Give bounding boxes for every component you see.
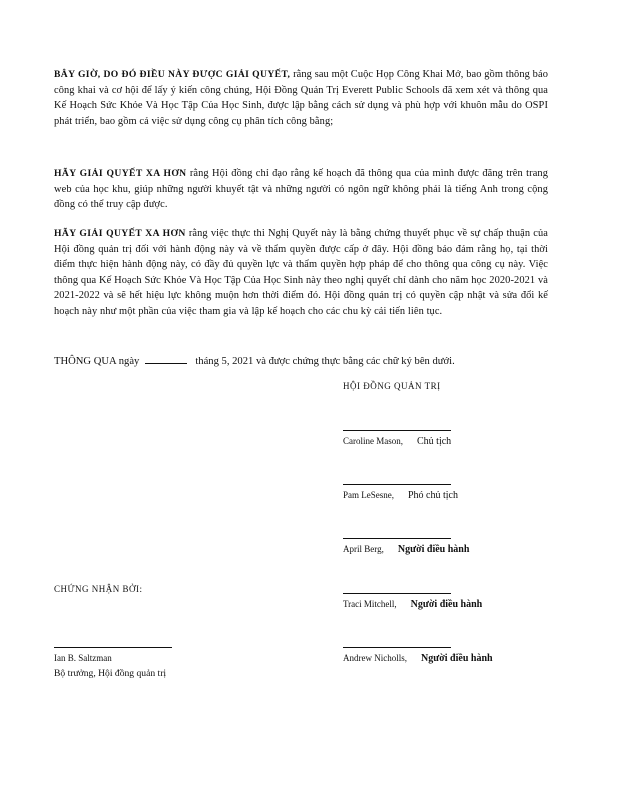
adoption-suffix: tháng 5, 2021 và được chứng thực bằng các chữ ký bên dưới. — [195, 356, 455, 367]
paragraph-lead: HÃY GIẢI QUYẾT XA HƠN — [54, 168, 187, 179]
signer-role: Chủ tịch — [417, 436, 452, 447]
paragraph-text: rằng sau một Cuộc Họp Công Khai Mở, bao gồm thông báo công khai và cơ hội để lấy ý kiến công chúng, Hội Đồng Quản Trị Everett Public Schools đã xem xét và thông qua Kế Hoạch Sức Khỏe Và Học Tập Của Học Sinh, được lập bằng cách sử dụng và phù hợp với khuôn mẫu do OSPI phát triển, bao gồm cả việc sử dụng công cụ phân tích công bằng; — [54, 69, 548, 127]
adoption-prefix: THÔNG QUA ngày — [54, 356, 140, 367]
signer-role: Phó chủ tịch — [408, 490, 458, 501]
resolution-paragraph-1 — [54, 67, 548, 129]
signature-block-vice-chair — [343, 484, 458, 501]
signature-block-secretary — [54, 647, 172, 679]
signature-line[interactable] — [343, 430, 451, 431]
resolution-paragraph-3 — [54, 226, 548, 319]
signature-block-chair — [343, 430, 451, 447]
signer-role: Người điều hành — [397, 544, 470, 555]
paragraph-lead: HÃY GIẢI QUYẾT XA HƠN — [54, 228, 186, 239]
paragraph-text: rằng Hội đồng chỉ đạo rằng kế hoạch đã thông qua của mình được đăng trên trang web của học khu, giúp những người khuyết tật và những người có ngôn ngữ không phải là tiếng Anh trong cộng đồng có thể truy cập được. — [54, 168, 549, 210]
signer-name: Traci Mitchell, — [343, 599, 397, 609]
signer-name: Caroline Mason, — [343, 436, 403, 446]
signature-line[interactable] — [343, 484, 451, 485]
signature-line[interactable] — [343, 538, 451, 539]
signature-block-director-1 — [343, 538, 469, 555]
signer-role: Bộ trưởng, Hội đồng quản trị — [54, 668, 167, 679]
signature-line[interactable] — [343, 647, 451, 648]
attest-heading: CHỨNG NHẬN BỞI: — [54, 584, 143, 594]
date-blank-line[interactable] — [145, 354, 187, 364]
adoption-statement — [54, 354, 455, 367]
paragraph-lead: BÂY GIỜ, DO ĐÓ ĐIỀU NÀY ĐƯỢC GIẢI QUYẾT, — [54, 69, 291, 80]
resolution-paragraph-2 — [54, 166, 548, 213]
signer-name: Ian B. Saltzman — [54, 653, 112, 663]
signer-name: Pam LeSesne, — [343, 490, 394, 500]
signer-role: Người điều hành — [421, 653, 493, 664]
signer-role: Người điều hành — [410, 599, 483, 610]
signature-line[interactable] — [54, 647, 172, 648]
signature-line[interactable] — [343, 593, 451, 594]
signer-name: April Berg, — [343, 544, 384, 554]
paragraph-text: rằng việc thực thi Nghị Quyết này là bằng chứng thuyết phục về sự chấp thuận của Hội đồng quản trị đối với hành động này và về thẩm quyền được cấp ở đây. Hội đồng bảo đảm rằng họ, tại thời điểm thực hiện hành động này, có đầy đủ quyền lực và thẩm quyền hợp pháp để cho thông qua công cụ này. Việc thông qua Kế Hoạch Sức Khỏe Và Học Tập Của Học Sinh này theo nghị quyết chỉ dành cho năm học 2020-2021 và 2021-2022 và sẽ hết hiệu lực không muộn hơn thời điểm đó. Hội đồng quản trị có quyền cập nhật và sửa đổi kế hoạch này như một phần của việc tham gia và lập kế hoạch cho các chu kỳ cải tiến liên tục. — [54, 228, 548, 317]
board-heading: HỘI ĐỒNG QUẢN TRỊ — [343, 381, 441, 391]
signer-name: Andrew Nicholls, — [343, 653, 407, 663]
signature-block-director-2 — [343, 593, 482, 610]
signature-block-director-3 — [343, 647, 493, 664]
